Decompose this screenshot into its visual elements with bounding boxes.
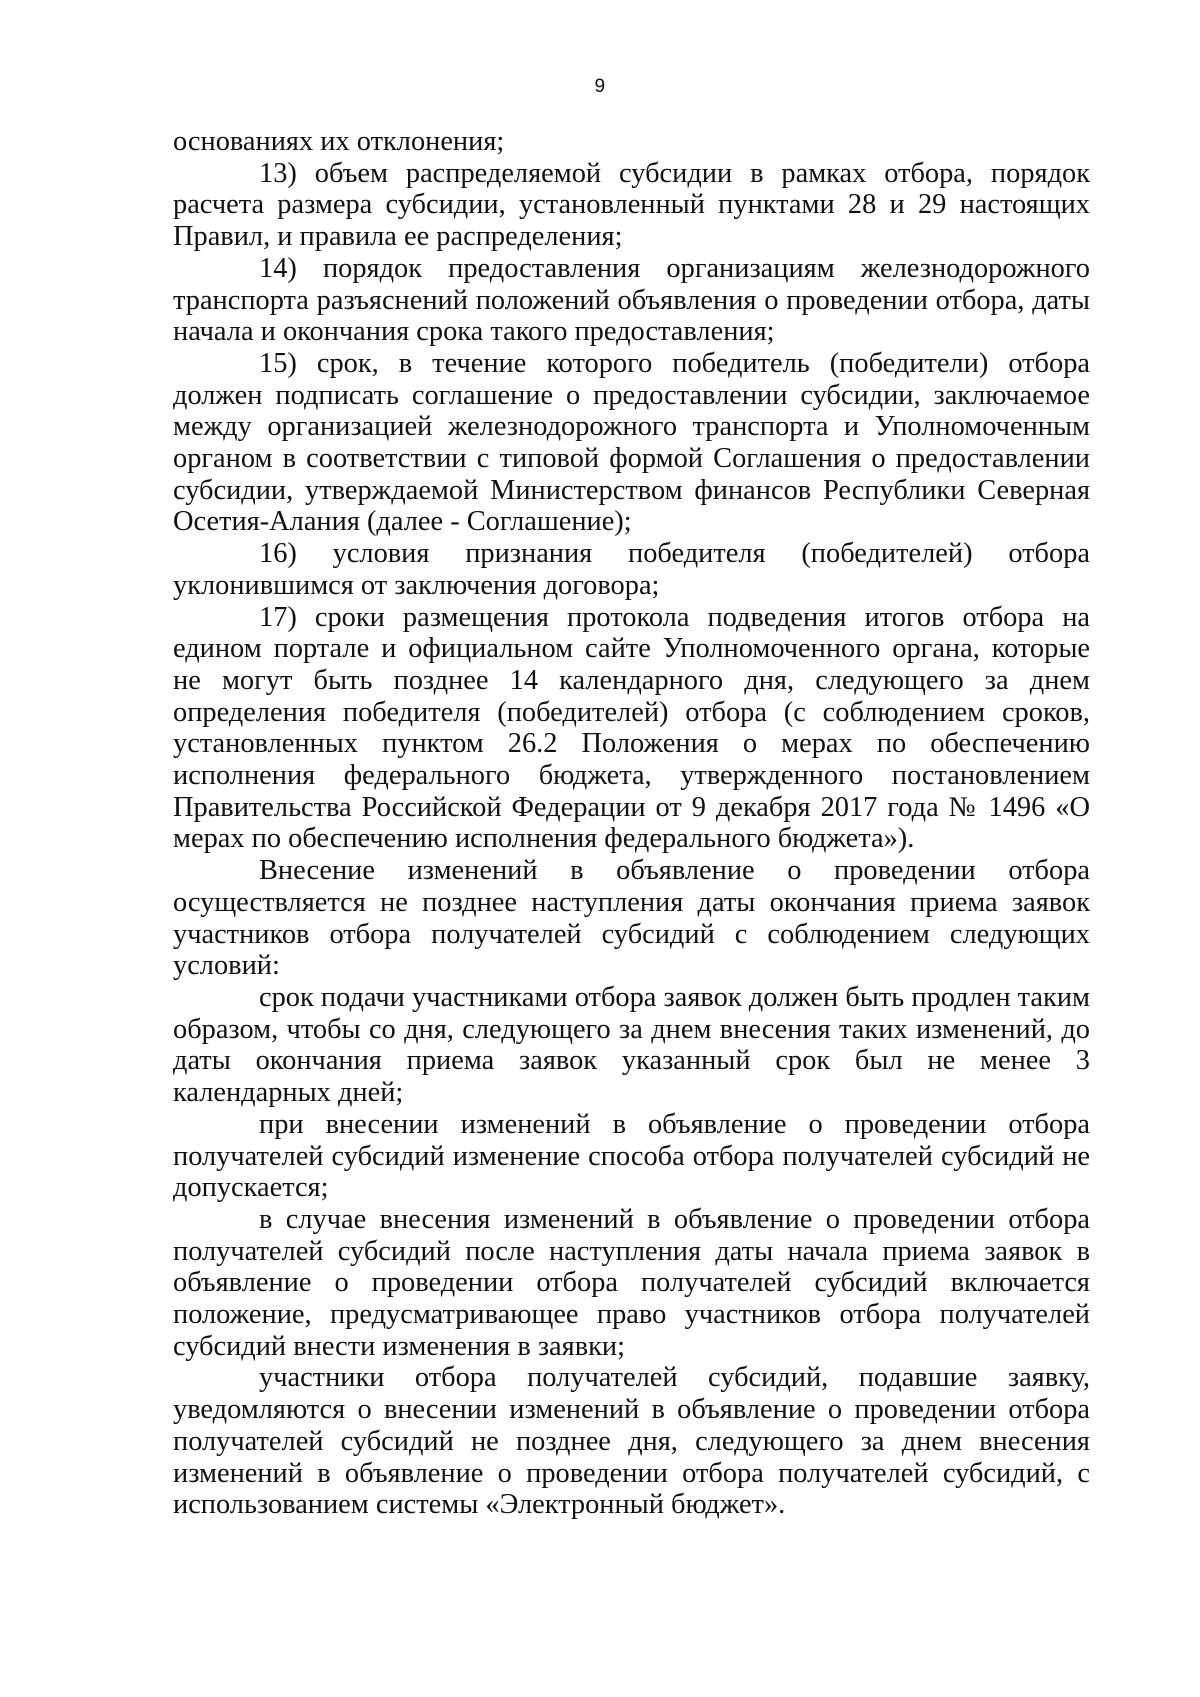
paragraph-item-15: 15) срок, в течение которого победитель (победители) отбора должен подписать соглашение о предоставлении субсидии, заключаемое между организацией железнодорожного транспорта и Уполномоченным органом в соответствии с типовой формой Соглашения о предоставлении субсидии, утверждаемой Министерством финансов Республики Северная Осетия-Алания (далее - Соглашение); <box>173 347 1090 538</box>
paragraph-continuation: основаниях их отклонения; <box>173 126 505 157</box>
paragraph-condition-changes: в случае внесения изменений в объявление о проведении отбора получателей субсидий после наступления даты начала приема заявок в объявление о проведении отбора получателей субсидий включается положение, предусматривающее право участников отбора получателей субсидий внести изменения в заявки; <box>173 1203 1090 1362</box>
paragraph-item-14: 14) порядок предоставления организациям железнодорожного транспорта разъяснений положений объявления о проведении отбора, даты начала и окончания срока такого предоставления; <box>173 252 1090 348</box>
paragraph-condition-method: при внесении изменений в объявление о проведении отбора получателей субсидий изменение способа отбора получателей субсидий не допускается; <box>173 1108 1090 1204</box>
paragraph-item-16: 16) условия признания победителя (победителей) отбора уклонившимся от заключения договора; <box>173 538 1090 601</box>
paragraph-item-13: 13) объем распределяемой субсидии в рамках отбора, порядок расчета размера субсидии, установленный пунктами 28 и 29 настоящих Правил, и правила ее распределения; <box>173 157 1090 253</box>
page-number: 9 <box>594 76 606 97</box>
paragraph-amendments-intro: Внесение изменений в объявление о проведении отбора осуществляется не позднее наступления даты окончания приема заявок участников отбора получателей субсидий с соблюдением следующих условий: <box>173 855 1090 982</box>
paragraph-condition-deadline: срок подачи участниками отбора заявок должен быть продлен таким образом, чтобы со дня, следующего за днем внесения таких изменений, до даты окончания приема заявок указанный срок был не менее 3 календарных дней; <box>173 981 1090 1109</box>
document-body <box>173 126 1090 1521</box>
paragraph-condition-notification: участники отбора получателей субсидий, подавшие заявку, уведомляются о внесении изменений в объявление о проведении отбора получателей субсидий не позднее дня, следующего за днем внесения изменений в объявление о проведении отбора получателей субсидий, с использованием системы «Электронный бюджет». <box>173 1362 1090 1521</box>
paragraph-item-17: 17) сроки размещения протокола подведения итогов отбора на едином портале и официальном сайте Уполномоченного органа, которые не могут быть позднее 14 календарного дня, следующего за днем определения победителя (победителей) отбора (с соблюдением сроков, установленных пунктом 26.2 Положения о мерах по обеспечению исполнения федерального бюджета, утвержденного постановлением Правительства Российской Федерации от 9 декабря 2017 года № 1496 «О мерах по обеспечению исполнения федерального бюджета»). <box>173 601 1090 855</box>
